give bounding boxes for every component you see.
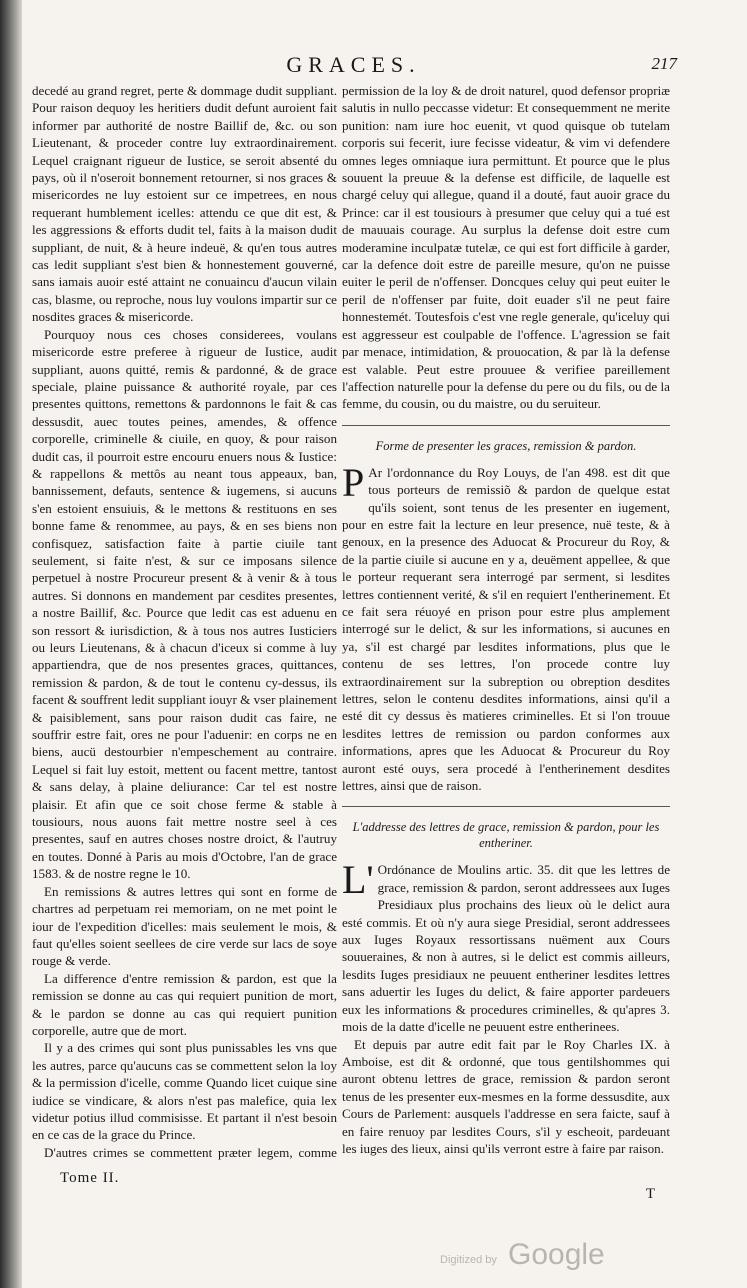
section-heading: L'addresse des lettres de grace, remission & pardon, pour les entheriner.: [352, 820, 660, 851]
digitized-by-text: Digitized by: [440, 1254, 497, 1266]
volume-label: Tome II.: [60, 1170, 120, 1186]
paragraph: D'autres crimes se commettent præter legem, comme: [44, 1144, 337, 1160]
section-rule: [342, 806, 670, 807]
paragraph: permission de la loy & de droit naturel, quod defensor propriæ salutis in nullo peccasse videtur: Et consequemment ne merite punition: nam iure hoc euenit, vt quod quisque ob tutelam corporis sui fecerit, iure fecisse videatur, & vim vi defendere omnes leges omniaque iura permittunt. Et pource que le plus souuent la preuue & la defense est difficile, de laquelle est chargé celuy qui allegue, quand il a douté, faut auoir grace du Prince: car il est tousiours à presumer que celuy qui a tué est de mauuais courage. Au surplus la defense doit estre cum moderamine inculpatæ tutelæ, ce qui est fort difficile à garder, car la defence doit estre de pareille mesure, qu'on ne puisse euiter le peril de n'offenser. Doncques celuy qui peut euiter le peril de n'offenser par fuite, doit euader s'il ne peut faire honnestemét. Toutesfois c'est vne regle generale, qu'iceluy qui est aggresseur est coulpable de l'offence. L'agression se fait par menace, intimidation, & prouocation, & par là la defense est valable. Peut estre prouuee & verifiee pareillement l'affection naturelle pour la defense du pere ou du fils, ou de la femme, du cousin, ou du maistre, ou du seruiteur.: [342, 83, 670, 412]
page-number: 217: [651, 54, 677, 73]
paragraph: PAr l'ordonnance du Roy Louys, de l'an 498. est dit que tous porteurs de remissiõ & pardon de quelque estat qu'ils soient, sont tenus de les presenter en iugement, pour en estre fait la lecture en leur presence, nuë teste, & à genoux, en la presence des Aduocat & Procureur du Roy, & de la partie ciuile si aucune en y a, deuëment appellee, & que le porteur requerant sera interrogé par serment, si lesdites lettres contiennent verité, & s'il en requiert l'entherinement. Et ce fait sera réuoyé en prison pour estre plus amplement interrogé sur le delict, & sur les informations, si aucunes en ya, s'il est chargé par lesdites informations, plus que le contenu de ses lettres, l'on procede contre luy extraordinairement sur la subreption ou obreption desdites lettres, selon le contenu desdites informations, ainsi qu'il a esté dit cy dessus ès matieres criminelles. Et si l'on trouue lesdites lettres de remission ou pardon conformes aux informations, apres que les Aduocat & Procureur du Roy auront esté ouys, sera procedé à l'entherinement desdites lettres, ainsi que de raison.: [342, 459, 670, 794]
paragraph: decedé au grand regret, perte & dommage dudit suppliant. Pour raison dequoy les heritiers dudit defunt auroient fait informer par authorité de nostre Baillif de, &c. ou son Lieutenant, & proceder contre luy extraordinairement. Lequel craignant rigueur de Iustice, se seroit absenté du pays, où il n'oseroit bonnement retourner, si nos graces & misericordes ne luy estoient sur ce impetrees, en nous requerant humblement icelles: attendu ce que dit est, & les aggressions & efforts dudit tel, faits à la maison dudit suppliant, de nuit, & à heure indeuë, & qu'en tous autres cas ledit suppliant s'est bien & honnestement gouverné, sans iamais auoir esté attaint ne conuaincu d'aucun vilain cas, blasme, ou reproche, nous luy voulons impartir sur ce nosdites graces & misericorde.: [32, 83, 337, 325]
page-header: [30, 52, 677, 82]
section-heading: Forme de presenter les graces, remission & pardon.: [375, 438, 637, 453]
paragraph: Et depuis par autre edit fait par le Roy Charles IX. à Amboise, est dit & ordonné, que tous gentilshommes qui auront obtenu lettres de grace, remission & pardon seront tenus de les presenter eux-mesmes en la forme dessusdite, aux Cours de Parlement: ausquels l'addresse en sera faicte, sauf à en faire renuoy par lesdites Cours, s'il y escheoit, pardeuant les iuges des lieux, ainsi qu'ils verront estre à faire par raison.: [342, 1036, 670, 1156]
left-column: [32, 82, 337, 1162]
google-watermark: [440, 1236, 630, 1276]
paragraph: La difference d'entre remission & pardon, est que la remission se donne au cas qui requiert punition de mort, & le pardon se donne au cas qui requiert punition corporelle, autre que de mort.: [32, 970, 337, 1038]
paragraph: L'Ordónance de Moulins artic. 35. dit que les lettres de grace, remission & pardon, seront addressees aux Iuges Presidiaux plus prochains des lieux où le delict aura esté commis. Et où n'y aura siege Presidial, seront addressees aux Iuges Royaux ressortissans nuëment aux Cours souueraines, & non à autres, si le delict est commis ailleurs, lesdits Iuges presidiaux ne peuuent entheriner lesdites lettres sans aduertir les Iuges du delict, & faire apporter pardeuers eux les informations & procedures criminelles, & qu'apres 3. mois de la datte d'icelle ne peuuent estre entherinees.: [342, 857, 670, 1035]
signature-mark: T: [645, 1186, 655, 1202]
right-column: [342, 82, 670, 1162]
section-body: [342, 459, 670, 795]
paragraph: En remissions & autres lettres qui sont en forme de chartres ad perpetuam rei memoriam, on ne met point le iour de l'expedition d'icelles: mais seulement le mois, & faut qu'elles soient seellees de cire verde sur lacs de soye rouge & verde.: [32, 883, 337, 969]
binding-gutter: [0, 0, 22, 1288]
paragraph: Il y a des crimes qui sont plus punissables les vns que les autres, parce qu'aucuns cas se commettent selon la loy & la permission d'icelle, comme Quando licet cuique sine iudice se vindicare, & alors n'est pas malefice, quia lex videtur potius illud commisisse. Et partant il n'est besoin en ce cas de la grace du Prince.: [32, 1040, 337, 1143]
paragraph: Pourquoy nous ces choses considerees, voulans misericorde estre preferee à rigueur de Iustice, audit suppliant, auons quitté, remis & pardonné, & de grace speciale, plaine puissance & authorité royale, par ces presentes quittons, remettons & pardonnons le fait & cas dessusdit, auec toutes peines, amendes, & offence corporelle, criminelle & ciuile, en quoy, & pour raison dudit cas, il pourroit estre encouru enuers nous & Iustice: & rappellons & mettôs au neant tous appeaux, ban, bannissement, defauts, sentence & iugemens, si aucuns s'en estoient ensuiuis, & le mettons & restituons en ses bonne fame & renommee, au pays, & en ses biens non confisquez, satisfaction faite à partie ciuile tant seulement, si faite n'est, & sur ce imposans silence perpetuel à nostre Procureur present & à venir & à tous autres. Si donnons en mandement par cesdites presentes, a nostre Baillif, &c. Pource que ledit cas est aduenu en son ressort & iurisdiction, & à tous nos autres Iusticiers ou leurs Lieutenans, & à chacun d'iceux si comme à luy appartiendra, que de nos presentes graces, quittances, remission & pardon, & de tout le contenu cy-dessus, ils facent & souffrent ledit suppliant iouyr & vser plainement & paisiblement, sans pour raison dudit cas faire, ne souffrir estre fait, ores ne pour l'aduenir: en corps ne en biens, aucü destourbier n'empeschement au contraire. Lequel si fait luy estoit, mettent ou facent mettre, tantost & sans delay, à plaine deliurance: Car tel est nostre plaisir. Et afin que ce soit chose ferme & stable à tousiours, nous auons fait mettre nostre seel à ces presentes, sauf en autres choses nostre droict, & l'autruy en toutes. Donné à Paris au mois d'Octobre, l'an de grace 1583. & de nostre regne le 10.: [32, 326, 337, 882]
section-rule: [342, 425, 670, 426]
running-title: GRACES.: [286, 52, 421, 77]
section-body: [342, 857, 670, 1157]
google-logo: Google: [508, 1238, 605, 1271]
